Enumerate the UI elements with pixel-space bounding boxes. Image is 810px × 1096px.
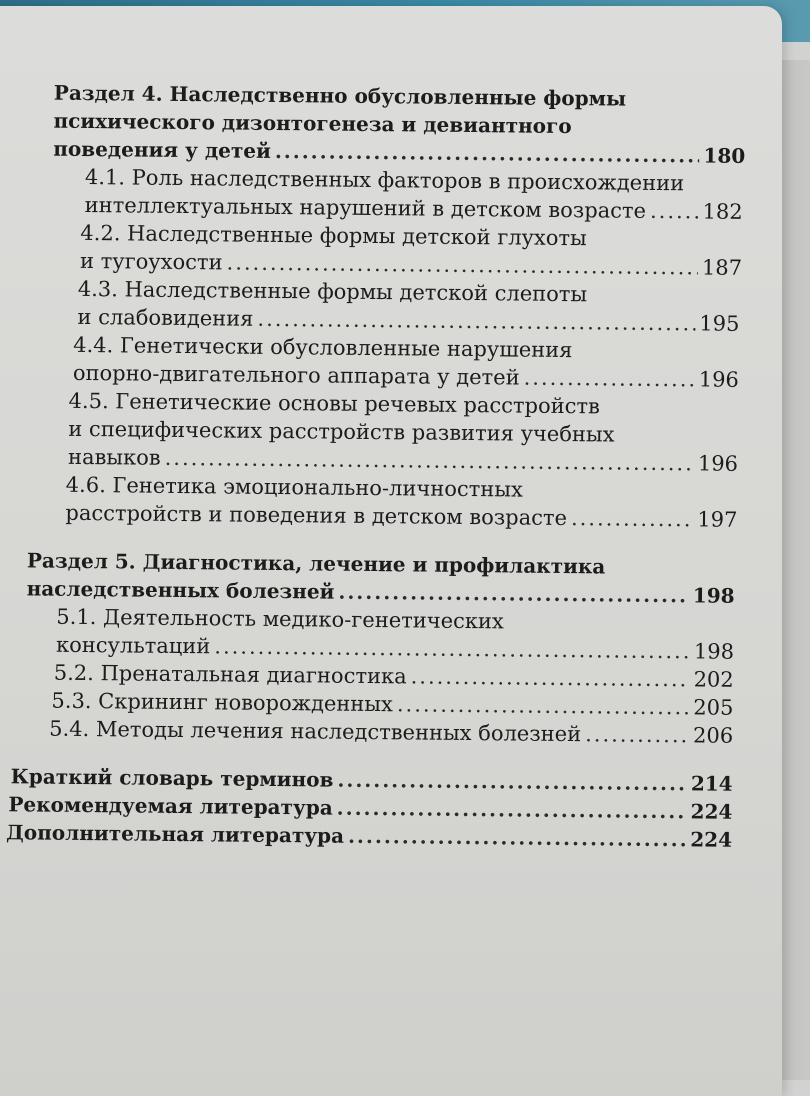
appendix-title: Краткий словарь терминов — [10, 764, 334, 792]
appendix-title: Дополнительная литература — [5, 820, 345, 848]
leader-dots — [337, 766, 687, 798]
leader-dots — [275, 137, 700, 169]
section-4 — [53, 79, 746, 170]
page-number: 202 — [693, 667, 734, 692]
toc-item-4-4 — [73, 331, 740, 394]
item-title-line: консультаций — [55, 632, 211, 659]
page-number: 195 — [699, 311, 740, 336]
item-title-line: и специфических расстройств развития учебных — [68, 416, 615, 447]
table-of-contents — [0, 78, 782, 854]
section-title-line: наследственных болезней ..... 198 — [27, 574, 735, 609]
page-number: 182 — [702, 199, 743, 224]
toc-item-5-1 — [56, 603, 735, 666]
page-number: 205 — [693, 695, 734, 720]
leader-dots — [411, 662, 690, 693]
page-number: 214 — [690, 771, 733, 796]
item-title-line: 5.4. Методы лечения наследственных болезней — [49, 716, 582, 747]
page-number: 224 — [690, 827, 733, 852]
item-title-line: 4.5. Генетические основы речевых расстройств — [68, 388, 601, 419]
item-title-line: и слабовидения — [77, 304, 254, 331]
item-title-line: интеллектуальных нарушений в детском возрасте — [84, 192, 647, 223]
page-number: 224 — [690, 799, 733, 824]
item-title-line: 4.3. Наследственные формы детской слепоты — [77, 276, 588, 307]
toc-item-4-2 — [80, 219, 743, 282]
page-number: 196 — [697, 451, 739, 476]
section-title-line: поведения у детей ..... 180 — [53, 135, 745, 170]
section-title-line: Раздел 5. Диагностика, лечение и профилактика — [26, 548, 606, 579]
item-title-line: и тугоухости — [79, 248, 223, 275]
section-title-line: психического дизонтогенеза и девиантного — [53, 108, 572, 139]
leader-dots — [650, 197, 699, 226]
book-page — [0, 6, 782, 1096]
item-title-line: 5.2. Пренатальная диагностика — [53, 660, 407, 689]
section-title-line: Раздел 4. Наследственно обусловленные формы — [53, 80, 627, 111]
leader-dots — [337, 794, 687, 826]
leader-dots — [348, 822, 687, 854]
leader-dots — [524, 364, 695, 394]
item-title-line: 5.1. Деятельность медико-генетических — [56, 604, 504, 634]
section-5 — [27, 546, 736, 609]
page-number: 197 — [697, 507, 738, 532]
toc-item-4-3 — [77, 275, 740, 338]
toc-item-4-5 — [68, 387, 739, 478]
item-title-line: 4.4. Генетически обусловленные нарушения — [73, 332, 573, 363]
item-title-line: 4.2. Наследственные формы детской глухоты — [80, 220, 587, 251]
page-number: 198 — [692, 583, 735, 608]
page-number: 196 — [698, 367, 740, 392]
page-number: 180 — [703, 143, 746, 168]
item-title-line: расстройств и поведения в детском возрасте — [65, 500, 568, 531]
item-title-line: навыков — [67, 444, 161, 470]
leader-dots — [585, 720, 689, 749]
toc-item-4-6 — [65, 471, 738, 534]
item-title-line: опорно-двигательного аппарата у детей — [72, 360, 520, 390]
appendix-title: Рекомендуемая литература — [8, 792, 333, 820]
toc-item-4-1 — [85, 163, 744, 226]
leader-dots — [397, 690, 690, 721]
leader-dots — [338, 578, 689, 610]
page-number: 206 — [692, 723, 734, 748]
page-number: 198 — [693, 639, 735, 664]
leader-dots — [571, 504, 694, 533]
item-title-line: 4.1. Роль наследственных факторов в происхождении — [84, 164, 685, 196]
item-title-line: 5.3. Скрининг новорожденных — [51, 688, 394, 717]
item-title-line: 4.6. Генетика эмоционально-личностных — [65, 472, 523, 502]
page-number: 187 — [701, 255, 743, 280]
